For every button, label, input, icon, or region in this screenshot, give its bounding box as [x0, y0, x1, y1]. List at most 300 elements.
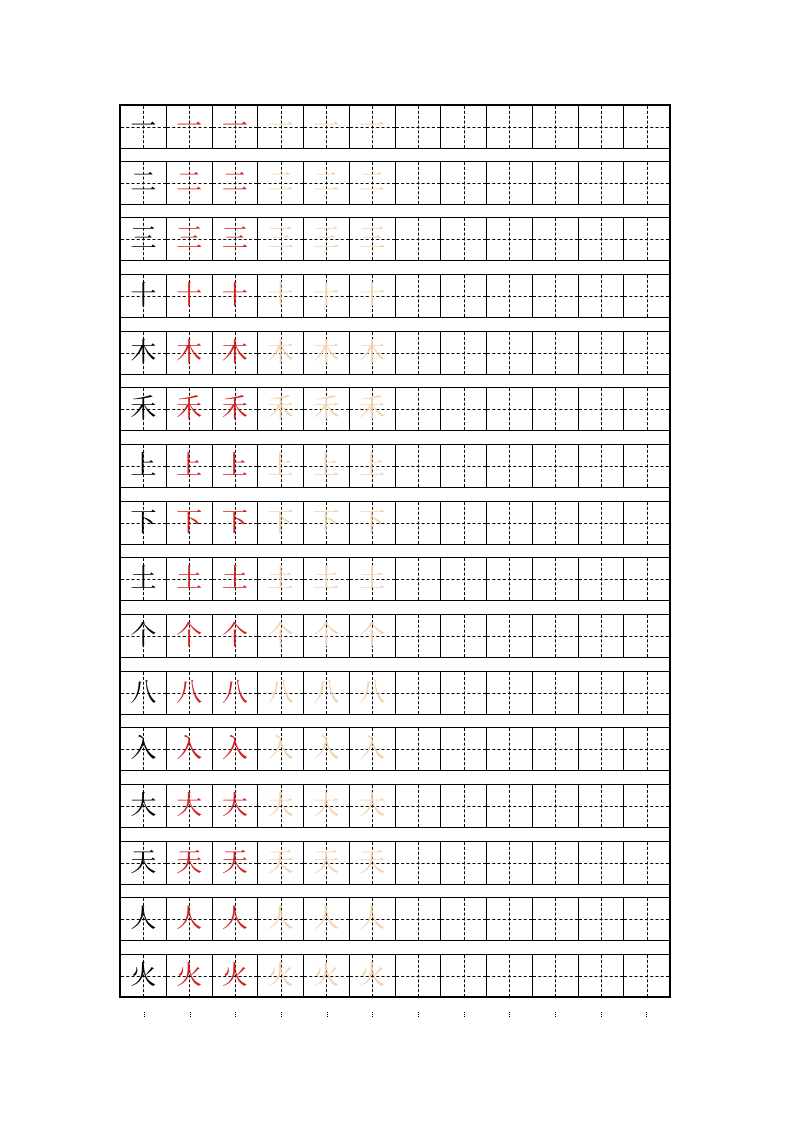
character-trace: 十 — [359, 281, 386, 311]
writing-cell-trace — [303, 502, 349, 544]
writing-cell-empty — [578, 955, 624, 997]
writing-cell-model — [121, 615, 166, 657]
writing-cell-empty — [532, 388, 578, 430]
writing-cell-red — [212, 955, 258, 997]
writing-cell-model — [121, 275, 166, 317]
writing-cell-empty — [623, 558, 669, 600]
character-red: 下 — [221, 508, 248, 538]
writing-cell-empty — [440, 615, 486, 657]
character-model: 三 — [130, 224, 157, 254]
writing-cell-trace — [349, 558, 395, 600]
character-trace: 入 — [313, 734, 340, 764]
writing-cell-empty — [486, 218, 532, 260]
writing-cell-empty — [486, 332, 532, 374]
writing-cell-empty — [623, 162, 669, 204]
writing-cell-trace — [349, 615, 395, 657]
writing-cell-empty — [395, 785, 441, 827]
character-red: 人 — [221, 904, 248, 934]
practice-row — [121, 501, 669, 545]
writing-cell-empty — [486, 785, 532, 827]
tick-mark — [121, 1012, 167, 1018]
writing-cell-empty — [623, 842, 669, 884]
character-trace: 木 — [267, 338, 294, 368]
writing-cell-empty — [578, 842, 624, 884]
character-trace: 二 — [313, 168, 340, 198]
character-trace: 下 — [313, 508, 340, 538]
character-trace: 八 — [267, 678, 294, 708]
character-red: 二 — [221, 168, 248, 198]
character-trace: 天 — [267, 848, 294, 878]
writing-cell-trace — [349, 672, 395, 714]
writing-cell-empty — [486, 162, 532, 204]
writing-cell-trace — [257, 162, 303, 204]
character-red: 火 — [176, 961, 203, 991]
writing-cell-empty — [532, 955, 578, 997]
practice-row — [121, 557, 669, 601]
character-red: 个 — [221, 621, 248, 651]
character-red: 土 — [221, 564, 248, 594]
writing-cell-model — [121, 162, 166, 204]
character-trace: 土 — [267, 564, 294, 594]
writing-cell-empty — [578, 106, 624, 148]
writing-cell-empty — [532, 615, 578, 657]
character-red: 木 — [176, 338, 203, 368]
character-red: 火 — [221, 961, 248, 991]
writing-cell-empty — [532, 898, 578, 940]
character-trace: 上 — [267, 451, 294, 481]
writing-cell-trace — [349, 955, 395, 997]
writing-cell-red — [212, 106, 258, 148]
writing-cell-empty — [623, 275, 669, 317]
writing-cell-empty — [440, 785, 486, 827]
practice-row — [121, 444, 669, 488]
character-red: 天 — [221, 848, 248, 878]
tick-mark — [532, 1012, 578, 1018]
character-red: 木 — [221, 338, 248, 368]
writing-cell-empty — [532, 218, 578, 260]
character-model: 大 — [130, 791, 157, 821]
character-red: 个 — [176, 621, 203, 651]
writing-cell-trace — [349, 106, 395, 148]
writing-cell-empty — [440, 275, 486, 317]
writing-cell-trace — [303, 955, 349, 997]
writing-cell-empty — [578, 218, 624, 260]
writing-cell-trace — [349, 502, 395, 544]
writing-cell-trace — [257, 106, 303, 148]
writing-cell-trace — [257, 275, 303, 317]
character-trace: 下 — [267, 508, 294, 538]
writing-cell-empty — [486, 898, 532, 940]
writing-cell-empty — [623, 728, 669, 770]
writing-cell-red — [166, 728, 212, 770]
writing-cell-model — [121, 842, 166, 884]
writing-cell-trace — [349, 445, 395, 487]
writing-cell-empty — [532, 728, 578, 770]
writing-cell-empty — [486, 106, 532, 148]
writing-cell-empty — [578, 502, 624, 544]
character-trace: 禾 — [313, 394, 340, 424]
character-model: 下 — [130, 508, 157, 538]
writing-cell-trace — [257, 502, 303, 544]
writing-cell-empty — [486, 502, 532, 544]
character-trace: 天 — [359, 848, 386, 878]
writing-cell-empty — [440, 955, 486, 997]
bottom-tick-marks — [121, 1012, 669, 1018]
writing-cell-model — [121, 672, 166, 714]
character-trace: 大 — [359, 791, 386, 821]
writing-cell-empty — [532, 445, 578, 487]
practice-row — [121, 614, 669, 658]
character-trace: 人 — [267, 904, 294, 934]
character-trace: 天 — [313, 848, 340, 878]
writing-cell-empty — [532, 162, 578, 204]
character-model: 个 — [130, 621, 157, 651]
character-trace: 人 — [313, 904, 340, 934]
writing-cell-red — [166, 332, 212, 374]
writing-cell-trace — [303, 445, 349, 487]
character-red: 下 — [176, 508, 203, 538]
character-trace: 上 — [359, 451, 386, 481]
writing-cell-red — [212, 898, 258, 940]
writing-cell-model — [121, 728, 166, 770]
practice-row — [121, 954, 669, 998]
writing-cell-empty — [486, 842, 532, 884]
writing-cell-empty — [578, 615, 624, 657]
writing-cell-empty — [623, 898, 669, 940]
character-red: 一 — [221, 112, 248, 142]
writing-cell-red — [212, 728, 258, 770]
writing-cell-model — [121, 502, 166, 544]
writing-cell-empty — [395, 615, 441, 657]
writing-cell-empty — [532, 275, 578, 317]
writing-cell-trace — [257, 842, 303, 884]
practice-row — [121, 161, 669, 205]
writing-cell-trace — [303, 785, 349, 827]
character-trace: 火 — [359, 961, 386, 991]
practice-row — [121, 671, 669, 715]
writing-cell-red — [212, 842, 258, 884]
character-trace: 一 — [313, 112, 340, 142]
writing-cell-trace — [349, 842, 395, 884]
writing-cell-empty — [395, 445, 441, 487]
writing-cell-empty — [395, 955, 441, 997]
character-red: 十 — [176, 281, 203, 311]
writing-cell-red — [212, 785, 258, 827]
character-red: 大 — [221, 791, 248, 821]
writing-cell-empty — [440, 445, 486, 487]
writing-cell-red — [212, 445, 258, 487]
character-trace: 土 — [313, 564, 340, 594]
writing-cell-empty — [395, 388, 441, 430]
character-trace: 二 — [267, 168, 294, 198]
writing-cell-model — [121, 955, 166, 997]
writing-cell-trace — [257, 785, 303, 827]
writing-cell-empty — [440, 106, 486, 148]
writing-cell-trace — [303, 106, 349, 148]
writing-cell-trace — [257, 615, 303, 657]
writing-cell-model — [121, 388, 166, 430]
writing-cell-empty — [623, 615, 669, 657]
writing-cell-empty — [532, 842, 578, 884]
character-trace: 个 — [359, 621, 386, 651]
writing-cell-empty — [486, 672, 532, 714]
character-trace: 三 — [313, 224, 340, 254]
practice-row — [121, 331, 669, 375]
writing-cell-empty — [623, 332, 669, 374]
character-trace: 火 — [267, 961, 294, 991]
writing-cell-trace — [349, 332, 395, 374]
character-trace: 二 — [359, 168, 386, 198]
character-trace: 禾 — [267, 394, 294, 424]
writing-cell-trace — [257, 955, 303, 997]
character-trace: 下 — [359, 508, 386, 538]
writing-cell-empty — [486, 728, 532, 770]
tick-mark — [167, 1012, 213, 1018]
character-trace: 入 — [267, 734, 294, 764]
character-trace: 十 — [267, 281, 294, 311]
writing-cell-red — [166, 445, 212, 487]
character-model: 土 — [130, 564, 157, 594]
writing-cell-empty — [532, 785, 578, 827]
character-trace: 大 — [267, 791, 294, 821]
writing-cell-empty — [578, 388, 624, 430]
writing-cell-model — [121, 558, 166, 600]
writing-cell-empty — [532, 558, 578, 600]
writing-cell-empty — [623, 672, 669, 714]
tick-mark — [578, 1012, 624, 1018]
character-trace: 一 — [267, 112, 294, 142]
writing-cell-red — [166, 672, 212, 714]
writing-cell-empty — [532, 332, 578, 374]
writing-cell-trace — [349, 162, 395, 204]
writing-cell-empty — [578, 445, 624, 487]
character-red: 禾 — [221, 394, 248, 424]
character-red: 人 — [176, 904, 203, 934]
writing-cell-empty — [440, 502, 486, 544]
character-red: 入 — [221, 734, 248, 764]
character-trace: 十 — [313, 281, 340, 311]
writing-cell-red — [212, 332, 258, 374]
writing-cell-empty — [623, 502, 669, 544]
writing-cell-empty — [395, 275, 441, 317]
writing-cell-trace — [257, 898, 303, 940]
character-model: 十 — [130, 281, 157, 311]
character-trace: 土 — [359, 564, 386, 594]
writing-cell-red — [166, 842, 212, 884]
writing-cell-red — [166, 106, 212, 148]
character-model: 二 — [130, 168, 157, 198]
writing-cell-empty — [623, 218, 669, 260]
writing-cell-empty — [486, 445, 532, 487]
writing-cell-empty — [532, 106, 578, 148]
practice-row — [121, 784, 669, 828]
writing-cell-empty — [623, 785, 669, 827]
writing-cell-empty — [623, 445, 669, 487]
writing-cell-empty — [395, 218, 441, 260]
writing-cell-empty — [440, 672, 486, 714]
writing-cell-red — [166, 388, 212, 430]
writing-cell-empty — [440, 332, 486, 374]
writing-cell-empty — [623, 955, 669, 997]
writing-cell-red — [166, 785, 212, 827]
writing-cell-empty — [395, 558, 441, 600]
writing-cell-trace — [257, 332, 303, 374]
writing-cell-red — [166, 955, 212, 997]
writing-cell-red — [212, 502, 258, 544]
writing-cell-red — [166, 898, 212, 940]
practice-row — [121, 217, 669, 261]
writing-cell-empty — [440, 898, 486, 940]
writing-cell-empty — [395, 106, 441, 148]
writing-cell-empty — [440, 728, 486, 770]
writing-cell-model — [121, 785, 166, 827]
character-red: 三 — [176, 224, 203, 254]
writing-cell-red — [212, 615, 258, 657]
writing-cell-empty — [440, 162, 486, 204]
practice-grid-sheet — [119, 104, 671, 998]
writing-cell-empty — [578, 332, 624, 374]
character-red: 上 — [176, 451, 203, 481]
writing-cell-red — [166, 615, 212, 657]
writing-cell-trace — [257, 388, 303, 430]
character-trace: 三 — [267, 224, 294, 254]
writing-cell-trace — [257, 218, 303, 260]
practice-row — [121, 274, 669, 318]
writing-cell-empty — [578, 672, 624, 714]
writing-cell-empty — [395, 672, 441, 714]
character-red: 入 — [176, 734, 203, 764]
character-model: 人 — [130, 904, 157, 934]
writing-cell-trace — [303, 388, 349, 430]
character-red: 三 — [221, 224, 248, 254]
character-trace: 大 — [313, 791, 340, 821]
writing-cell-trace — [303, 162, 349, 204]
tick-mark — [304, 1012, 350, 1018]
character-red: 天 — [176, 848, 203, 878]
character-red: 上 — [221, 451, 248, 481]
writing-cell-model — [121, 445, 166, 487]
writing-cell-empty — [578, 728, 624, 770]
character-trace: 个 — [313, 621, 340, 651]
writing-cell-empty — [486, 615, 532, 657]
practice-row — [121, 897, 669, 941]
writing-cell-empty — [440, 218, 486, 260]
character-trace: 火 — [313, 961, 340, 991]
writing-cell-model — [121, 332, 166, 374]
writing-cell-red — [166, 502, 212, 544]
tick-mark — [486, 1012, 532, 1018]
character-model: 火 — [130, 961, 157, 991]
tick-mark — [258, 1012, 304, 1018]
character-model: 八 — [130, 678, 157, 708]
character-trace: 禾 — [359, 394, 386, 424]
writing-cell-empty — [486, 388, 532, 430]
writing-cell-empty — [395, 332, 441, 374]
writing-cell-red — [212, 558, 258, 600]
character-trace: 一 — [359, 112, 386, 142]
writing-cell-model — [121, 218, 166, 260]
writing-cell-empty — [440, 388, 486, 430]
writing-cell-empty — [578, 898, 624, 940]
writing-cell-red — [212, 388, 258, 430]
writing-cell-trace — [349, 218, 395, 260]
character-model: 天 — [130, 848, 157, 878]
character-model: 禾 — [130, 394, 157, 424]
writing-cell-empty — [578, 275, 624, 317]
character-model: 入 — [130, 734, 157, 764]
writing-cell-empty — [440, 558, 486, 600]
writing-cell-red — [166, 162, 212, 204]
writing-cell-empty — [486, 275, 532, 317]
character-trace: 人 — [359, 904, 386, 934]
writing-cell-red — [212, 275, 258, 317]
writing-cell-trace — [257, 728, 303, 770]
character-trace: 木 — [359, 338, 386, 368]
writing-cell-trace — [349, 785, 395, 827]
writing-cell-model — [121, 898, 166, 940]
writing-cell-empty — [395, 898, 441, 940]
writing-cell-trace — [349, 388, 395, 430]
character-model: 一 — [130, 112, 157, 142]
tick-mark — [623, 1012, 669, 1018]
character-red: 土 — [176, 564, 203, 594]
writing-cell-trace — [257, 558, 303, 600]
practice-row — [121, 841, 669, 885]
writing-cell-trace — [349, 728, 395, 770]
writing-cell-red — [212, 162, 258, 204]
character-trace: 入 — [359, 734, 386, 764]
writing-cell-empty — [486, 955, 532, 997]
writing-cell-empty — [395, 502, 441, 544]
practice-row — [121, 106, 669, 149]
character-trace: 个 — [267, 621, 294, 651]
character-trace: 八 — [313, 678, 340, 708]
writing-cell-trace — [303, 842, 349, 884]
character-red: 十 — [221, 281, 248, 311]
writing-cell-empty — [623, 388, 669, 430]
character-red: 禾 — [176, 394, 203, 424]
character-trace: 木 — [313, 338, 340, 368]
writing-cell-empty — [578, 558, 624, 600]
writing-cell-empty — [532, 672, 578, 714]
character-red: 大 — [176, 791, 203, 821]
writing-cell-empty — [578, 162, 624, 204]
writing-cell-empty — [486, 558, 532, 600]
writing-cell-trace — [303, 615, 349, 657]
writing-cell-trace — [349, 898, 395, 940]
writing-cell-trace — [349, 275, 395, 317]
writing-cell-trace — [303, 728, 349, 770]
tick-mark — [349, 1012, 395, 1018]
writing-cell-red — [166, 275, 212, 317]
character-red: 八 — [221, 678, 248, 708]
writing-cell-trace — [303, 558, 349, 600]
writing-cell-empty — [440, 842, 486, 884]
tick-mark — [212, 1012, 258, 1018]
writing-cell-red — [166, 218, 212, 260]
writing-cell-trace — [303, 672, 349, 714]
practice-row — [121, 387, 669, 431]
tick-mark — [441, 1012, 487, 1018]
writing-cell-empty — [395, 162, 441, 204]
writing-cell-trace — [303, 218, 349, 260]
character-trace: 三 — [359, 224, 386, 254]
writing-cell-trace — [303, 275, 349, 317]
character-red: 二 — [176, 168, 203, 198]
writing-cell-red — [212, 672, 258, 714]
writing-cell-red — [212, 218, 258, 260]
writing-cell-trace — [303, 898, 349, 940]
